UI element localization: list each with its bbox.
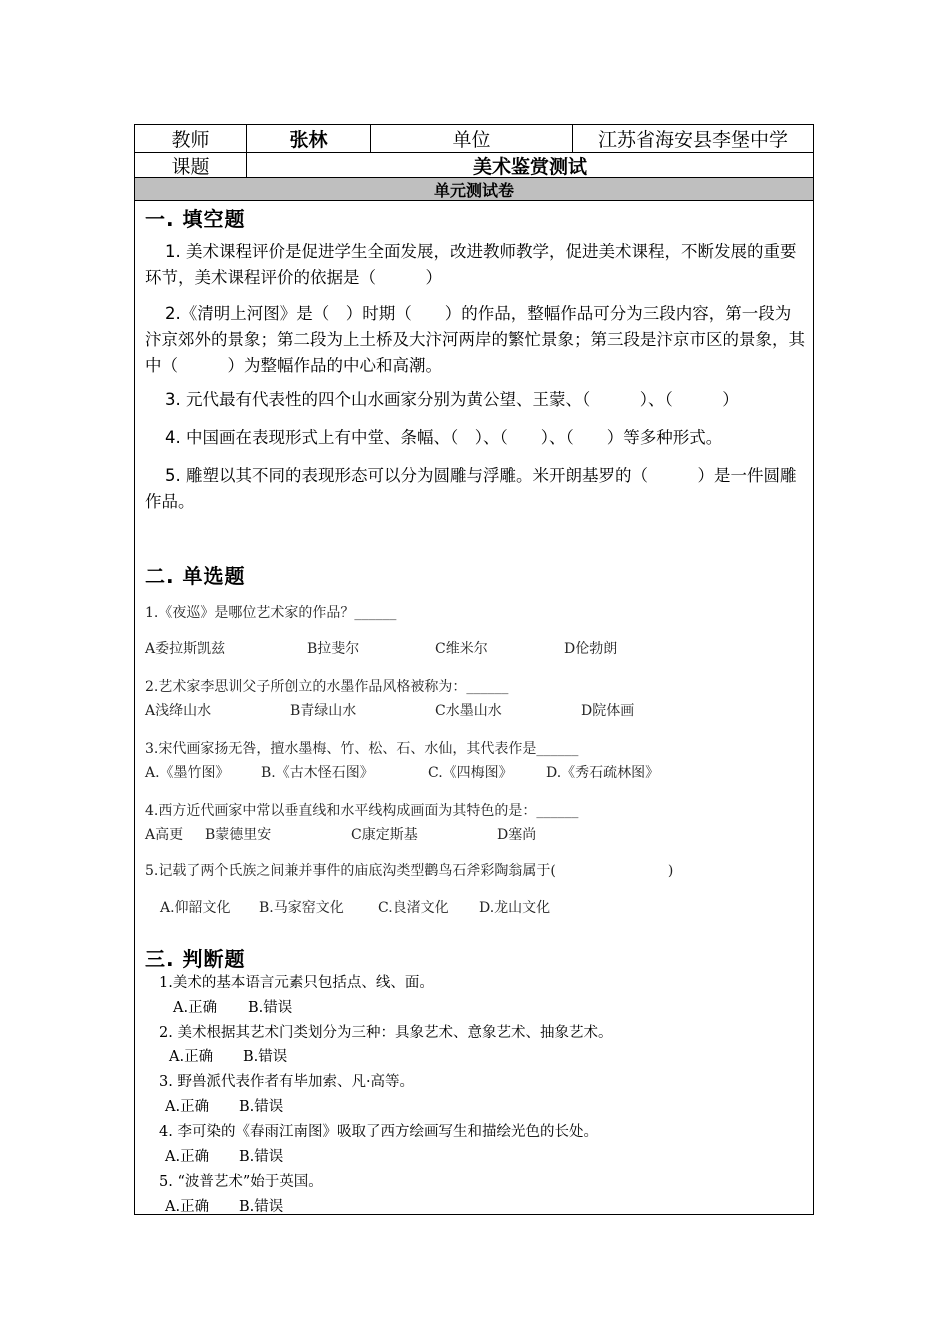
- choice-q5-option-d: D.龙山文化: [479, 900, 551, 916]
- choice-q4-option-d: D塞尚: [497, 827, 537, 843]
- choice-q2: 2.艺术家李思训父子所创立的水墨作品风格被称为：______: [145, 679, 509, 695]
- tf-q1: 1.美术的基本语言元素只包括点、线、面。: [159, 975, 434, 991]
- choice-q1-option-d: D伦勃朗: [564, 641, 618, 657]
- tf-q4: 4. 李可染的《春雨江南图》吸取了西方绘画写生和描绘光色的长处。: [159, 1124, 598, 1140]
- choice-q1-option-a: A委拉斯凯兹: [145, 641, 226, 657]
- tf-q1-option-a: A.正确: [173, 1000, 218, 1016]
- tf-q5: 5. “波普艺术”始于英国。: [159, 1174, 323, 1190]
- topic-label: 课题: [171, 155, 210, 178]
- tf-q3-option-a: A.正确: [165, 1099, 210, 1115]
- tf-q3-option-b: B.错误: [239, 1099, 284, 1115]
- teacher-label: 教师: [171, 129, 210, 151]
- choice-q5: 5.记载了两个氏族之间兼并事件的庙底沟类型鹳鸟石斧彩陶翁属于( ): [145, 863, 674, 879]
- choice-q2-option-d: D院体画: [581, 703, 635, 719]
- unit-test-band: [135, 178, 813, 201]
- fill-in-item-5: 5. 雕塑以其不同的表现形态可以分为圆雕与浮雕。米开朗基罗的（ ）是一件圆雕作品。: [145, 466, 797, 511]
- unit-name: 江苏省海安县李堡中学: [572, 125, 813, 152]
- choice-q3-option-d: D.《秀石疏林图》: [546, 765, 660, 781]
- choice-q1-option-b: B拉斐尔: [307, 641, 360, 657]
- choice-q5-option-b: B.马家窑文化: [259, 900, 344, 916]
- choice-q5-option-c: C.良渚文化: [378, 900, 449, 916]
- header-row-teacher: [135, 125, 813, 153]
- choice-q2-option-a: A浅绛山水: [145, 703, 212, 719]
- choice-q3-option-c: C.《四梅图》: [428, 765, 513, 781]
- section-true-false-title: 三. 判断题: [145, 947, 246, 971]
- teacher-name: 张林: [246, 125, 370, 152]
- choice-q1-option-c: C维米尔: [435, 641, 488, 657]
- tf-q4-option-b: B.错误: [239, 1149, 284, 1165]
- choice-q5-option-a: A.仰韶文化: [160, 900, 231, 916]
- tf-q5-option-a: A.正确: [165, 1199, 210, 1215]
- test-paper-table: [134, 124, 814, 1215]
- choice-q1: 1.《夜巡》是哪位艺术家的作品？______: [145, 605, 397, 621]
- band-title: 单元测试卷: [433, 180, 514, 200]
- fill-in-item-4: 4. 中国画在表现形式上有中堂、条幅、（ ）、（ ）、（ ）等多种形式。: [165, 428, 723, 447]
- tf-q2-option-a: A.正确: [169, 1049, 214, 1065]
- choice-q4-option-b: B蒙德里安: [205, 827, 272, 843]
- tf-q1-option-b: B.错误: [248, 1000, 293, 1016]
- tf-q2-option-b: B.错误: [243, 1049, 288, 1065]
- unit-label: 单位: [370, 125, 572, 152]
- tf-q4-option-a: A.正确: [165, 1149, 210, 1165]
- choice-q2-option-c: C水墨山水: [435, 703, 502, 719]
- choice-q4-option-c: C康定斯基: [351, 827, 418, 843]
- fill-in-item-2: 2.《清明上河图》是（ ）时期（ ）的作品，整幅作品可分为三段内容，第一段为汴京郊外的景象；第二段为上土桥及大汴河两岸的繁忙景象；第三段是汴京市区的景象，其中（ ）为整幅作品的中心和高潮。: [145, 304, 805, 375]
- section-single-choice-title: 二. 单选题: [145, 564, 246, 588]
- tf-q5-option-b: B.错误: [239, 1199, 284, 1215]
- choice-q3: 3.宋代画家扬无咎，擅水墨梅、竹、松、石、水仙，其代表作是______: [145, 741, 579, 757]
- choice-q3-option-b: B.《古木怪石图》: [261, 765, 374, 781]
- header-row-topic: [135, 153, 813, 178]
- fill-in-item-3: 3. 元代最有代表性的四个山水画家分别为黄公望、王蒙、（ ）、（ ）: [165, 390, 739, 409]
- choice-q4-option-a: A高更: [145, 827, 184, 843]
- fill-in-item-1: 1. 美术课程评价是促进学生全面发展，改进教师教学，促进美术课程，不断发展的重要环节，美术课程评价的依据是（ ）: [145, 242, 797, 287]
- tf-q3: 3. 野兽派代表作者有毕加索、凡·高等。: [159, 1074, 415, 1090]
- choice-q3-option-a: A.《墨竹图》: [145, 765, 230, 781]
- choice-q2-option-b: B青绿山水: [290, 703, 357, 719]
- topic-name: 美术鉴赏测试: [246, 153, 813, 177]
- section-fill-in-title: 一. 填空题: [145, 207, 246, 231]
- tf-q2: 2. 美术根据其艺术门类划分为三种：具象艺术、意象艺术、抽象艺术。: [159, 1025, 613, 1041]
- choice-q4: 4.西方近代画家中常以垂直线和水平线构成画面为其特色的是：______: [145, 803, 579, 819]
